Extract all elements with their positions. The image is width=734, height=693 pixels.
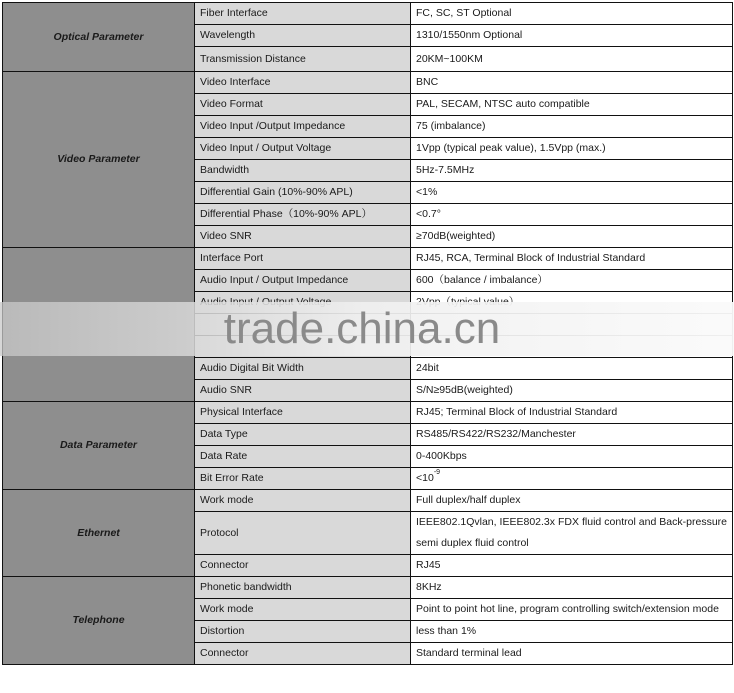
group-label-video: Video Parameter: [3, 72, 195, 248]
param-label: Audio SNR: [195, 380, 411, 402]
param-label: Video Interface: [195, 72, 411, 94]
param-value: S/N≥95dB(weighted): [411, 380, 733, 402]
param-label: Differential Phase（10%-90% APL）: [195, 204, 411, 226]
group-label-telephone: Telephone: [3, 577, 195, 665]
watermark-text: trade.china.cn: [223, 304, 501, 353]
param-value: BNC: [411, 72, 733, 94]
table-row: [3, 577, 733, 599]
table-row: [3, 72, 733, 94]
table-row: [3, 490, 733, 512]
param-value: RJ45; Terminal Block of Industrial Standard: [411, 402, 733, 424]
table-row: [3, 3, 733, 25]
param-value: <0.7°: [411, 204, 733, 226]
param-value: 75 (imbalance): [411, 116, 733, 138]
param-label: Bit Error Rate: [195, 468, 411, 490]
param-label: Bandwidth: [195, 160, 411, 182]
param-value: RJ45: [411, 555, 733, 577]
bit-error-exponent: -9: [433, 469, 441, 476]
param-label: Connector: [195, 643, 411, 665]
param-label: Fiber Interface: [195, 3, 411, 25]
param-value: 1Vpp (typical peak value), 1.5Vpp (max.): [411, 138, 733, 160]
group-label-data: Data Parameter: [3, 402, 195, 490]
param-value: 5Hz-7.5MHz: [411, 160, 733, 182]
watermark-band: [0, 302, 734, 356]
param-label: Data Rate: [195, 446, 411, 468]
param-value: FC, SC, ST Optional: [411, 3, 733, 25]
param-label: Video Format: [195, 94, 411, 116]
param-value: Full duplex/half duplex: [411, 490, 733, 512]
param-value: RS485/RS422/RS232/Manchester: [411, 424, 733, 446]
param-label: Interface Port: [195, 248, 411, 270]
param-value: 8KHz: [411, 577, 733, 599]
param-value: 600（balance / imbalance）: [411, 270, 733, 292]
param-label: Data Type: [195, 424, 411, 446]
table-row: [3, 248, 733, 270]
param-label: Video SNR: [195, 226, 411, 248]
param-label: Transmission Distance: [195, 47, 411, 72]
param-value: [411, 468, 733, 490]
param-value: 20KM~100KM: [411, 47, 733, 72]
param-label: Differential Gain (10%-90% APL): [195, 182, 411, 204]
param-value: PAL, SECAM, NTSC auto compatible: [411, 94, 733, 116]
param-label: Connector: [195, 555, 411, 577]
param-label: Protocol: [195, 512, 411, 555]
param-label: Physical Interface: [195, 402, 411, 424]
param-label: Video Input /Output Impedance: [195, 116, 411, 138]
group-label-ethernet: Ethernet: [3, 490, 195, 577]
param-value: IEEE802.1Qvlan, IEEE802.3x FDX fluid control and Back-pressure semi duplex fluid control: [411, 512, 733, 555]
param-label: Distortion: [195, 621, 411, 643]
param-value: 1310/1550nm Optional: [411, 25, 733, 47]
table-row: [3, 402, 733, 424]
param-label: Audio Input / Output Impedance: [195, 270, 411, 292]
group-label-optical: Optical Parameter: [3, 3, 195, 72]
param-label: Video Input / Output Voltage: [195, 138, 411, 160]
param-value: 0-400Kbps: [411, 446, 733, 468]
param-label: Audio Digital Bit Width: [195, 358, 411, 380]
bit-error-base: <10: [416, 472, 434, 484]
param-label: Work mode: [195, 490, 411, 512]
param-value: less than 1%: [411, 621, 733, 643]
param-value: <1%: [411, 182, 733, 204]
param-value: Point to point hot line, program controlling switch/extension mode: [411, 599, 733, 621]
param-value: ≥70dB(weighted): [411, 226, 733, 248]
param-value: RJ45, RCA, Terminal Block of Industrial Standard: [411, 248, 733, 270]
param-label: Wavelength: [195, 25, 411, 47]
param-label: Work mode: [195, 599, 411, 621]
param-label: Phonetic bandwidth: [195, 577, 411, 599]
param-value: 24bit: [411, 358, 733, 380]
param-value: Standard terminal lead: [411, 643, 733, 665]
